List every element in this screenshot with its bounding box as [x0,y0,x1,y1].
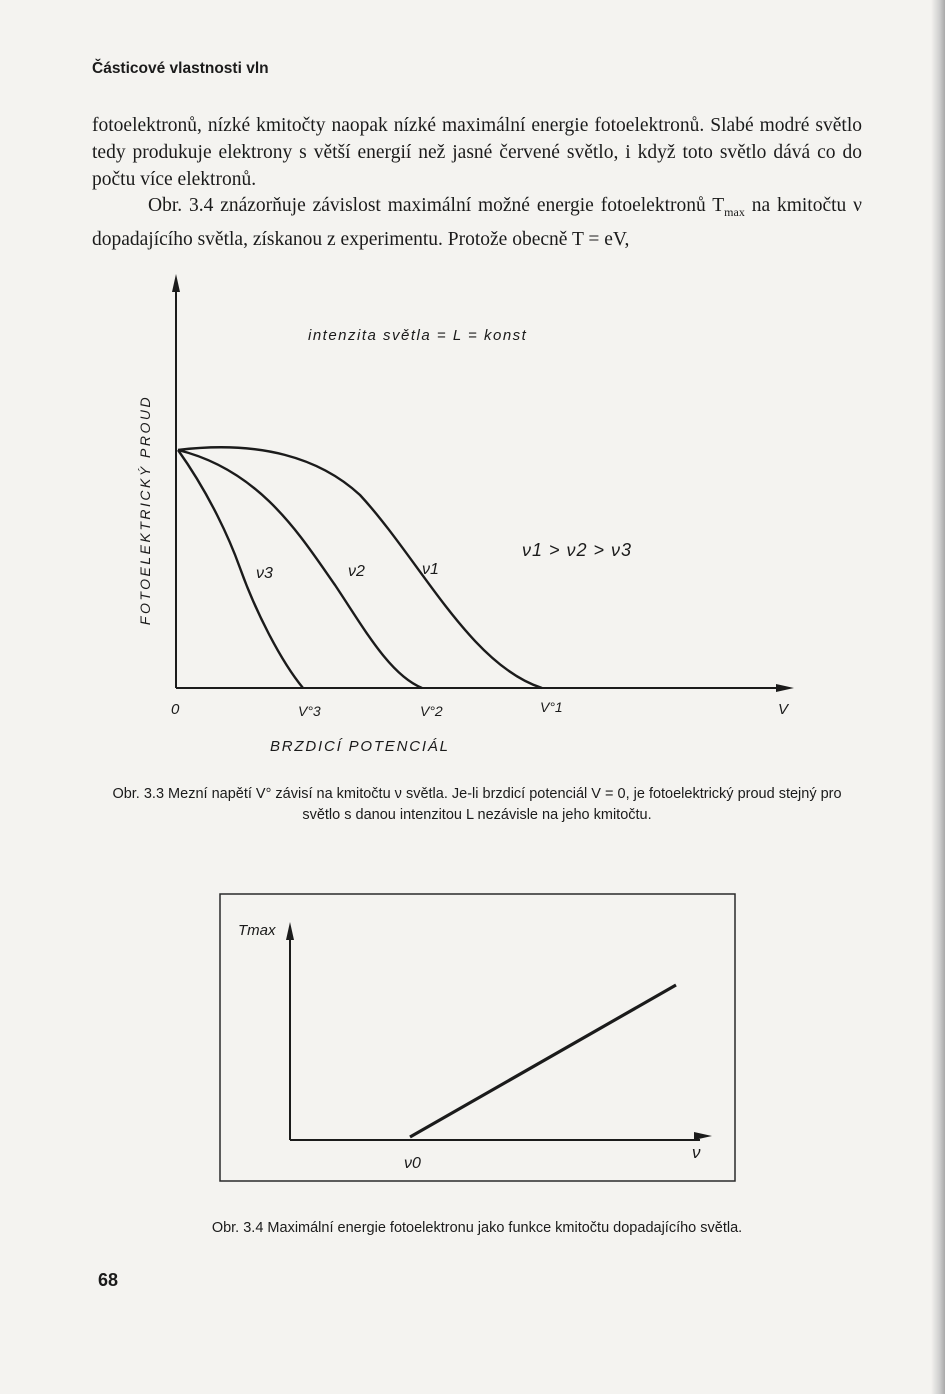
x-axis-arrow [694,1132,712,1140]
figure-3-4-caption: Obr. 3.4 Maximální energie fotoelektronu jako funkce kmitočtu dopadajícího světla. [211,1220,743,1236]
stop-label-v3: V°3 [298,703,321,719]
inequality-label: ν1 > ν2 > ν3 [522,540,633,560]
origin-label: 0 [171,701,180,718]
y-axis-label: Tmax [238,922,276,939]
stop-label-v2: V°2 [420,703,443,719]
threshold-label: ν0 [404,1155,421,1172]
page-number: 68 [98,1270,119,1290]
body-paragraph-2: Obr. 3.4 znázorňuje závislost maximální možné energie fotoelektronů $T_{max}$ na kmitočtu ν dopadajícího světla, získanou z experimentu. Protože obecně T = eV, [92,195,862,250]
figure-3-3 [137,274,794,755]
curve-nu2 [178,450,422,688]
running-head: Částicové vlastnosti vln [92,60,269,77]
y-axis-arrow [286,922,294,940]
body-paragraph-1: fotoelektronů, nízké kmitočty naopak nízké maximální energie fotoelektronů. Slabé modré světlo tedy produkuje elektrony s větší energií než jasné červené světlo, i když toto světlo dává co do počtu více elektronů. [92,115,862,190]
x-axis-label: ν [692,1143,701,1162]
curve-nu3 [178,450,303,688]
stop-label-v1: V°1 [540,699,563,715]
figure-3-3-caption: Obr. 3.3 Mezní napětí V° závisí na kmitočtu ν světla. Je-li brzdicí potenciál V = 0, je fotoelektrický proud stejný pro světlo s danou intenzitou L nezávisle na jeho kmitočtu. [112,786,842,823]
x-axis-label: BRZDICÍ POTENCIÁL [270,738,450,755]
curve-label-nu1: ν1 [422,561,439,578]
curve-label-nu3: ν3 [256,565,273,582]
figure-frame [220,894,735,1181]
x-axis-arrow [776,684,794,692]
figure-3-4 [220,894,735,1181]
tmax-line [410,985,676,1137]
x-end-label: V [778,701,789,718]
intensity-note: intenzita světla = L = konst [308,327,528,344]
y-axis-arrow [172,274,180,292]
curve-label-nu2: ν2 [348,563,365,580]
y-axis-label: FOTOELEKTRICKÝ PROUD [137,394,153,626]
